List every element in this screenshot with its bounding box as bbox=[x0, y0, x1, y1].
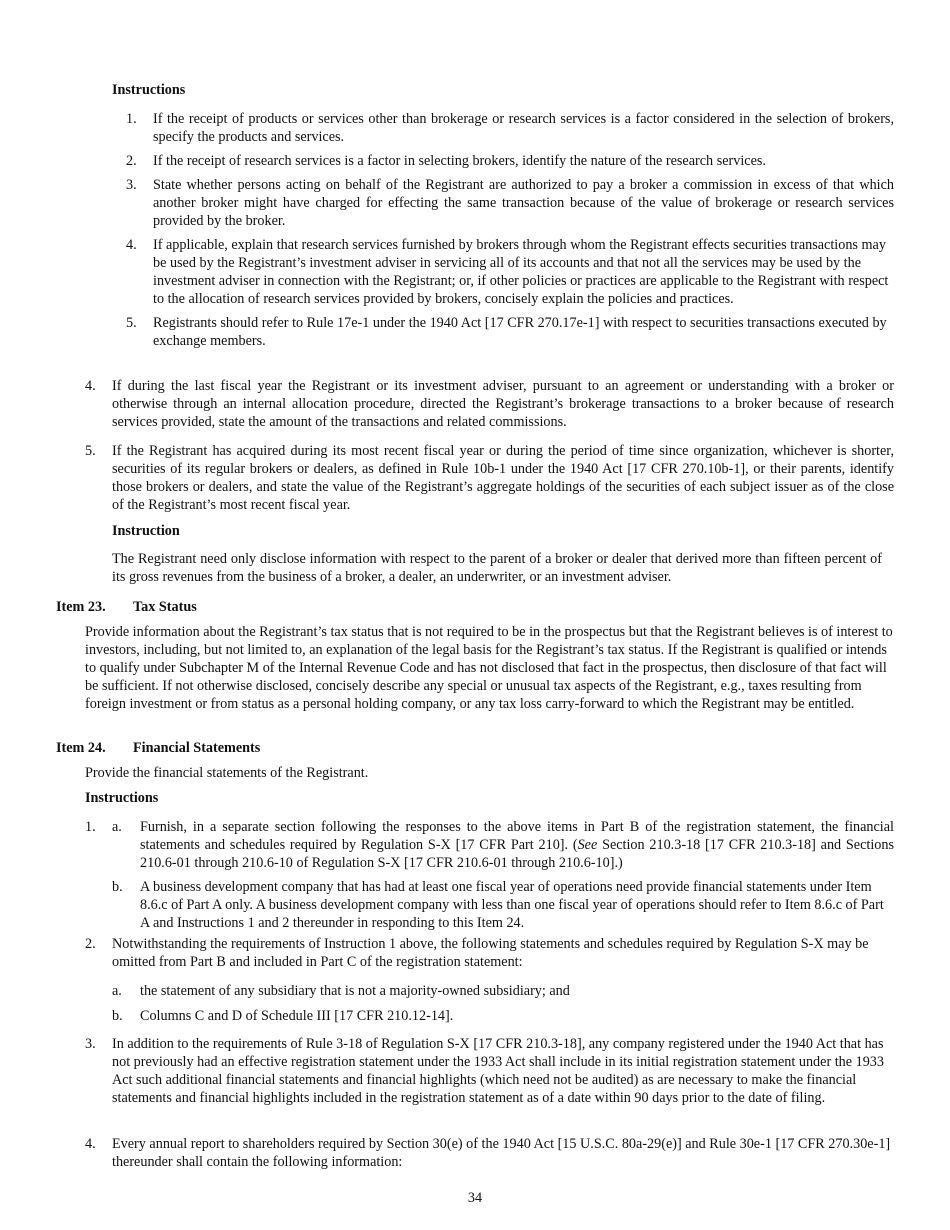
instruction-text: The Registrant need only disclose information with respect to the parent of a broker or dealer that derived more than fifteen percent of its gross revenues from the business of a broker, a dealer, an underwriter, or an investment adviser. bbox=[112, 551, 882, 585]
list-number: 4. bbox=[85, 378, 96, 394]
sub-instruction-list bbox=[112, 110, 894, 356]
sub-item-a bbox=[112, 982, 894, 1000]
financial-instruction-2 bbox=[85, 935, 894, 1025]
list-text: Every annual report to shareholders required by Section 30(e) of the 1940 Act [15 U.S.C. 80a-29(e)] and Rule 30e-1 [17 CFR 270.30e-1] thereunder shall contain the following information: bbox=[112, 1136, 891, 1170]
list-number: 1. bbox=[85, 819, 96, 835]
list-number: 3. bbox=[85, 1036, 96, 1052]
list-text: Notwithstanding the requirements of Instruction 1 above, the following statements and schedules required by Regulation S-X may be omitted from Part B and included in Part C of the registration statement: bbox=[112, 936, 869, 970]
financial-statements-text: Provide the financial statements of the Registrant. bbox=[85, 765, 369, 781]
item-23-heading bbox=[56, 598, 197, 616]
list-text: If the Registrant has acquired during its most recent fiscal year or during the period of time since organization, whichever is shorter, securities of its regular brokers or dealers, as defined in Rule 10b-1 under the 1940 Act [17 CFR 270.10b-1], or their parents, identify those brokers or dealers, and state the value of the Registrant’s aggregate holdings of the securities of each subject issuer as of the close of the Registrant’s most recent fiscal year. bbox=[112, 443, 894, 513]
list-item bbox=[112, 236, 894, 308]
list-text: Registrants should refer to Rule 17e-1 under the 1940 Act [17 CFR 270.17e-1] with respect to securities transactions executed by exchange members. bbox=[153, 315, 887, 349]
item-label: Item 23. bbox=[56, 599, 106, 615]
item-title: Financial Statements bbox=[133, 740, 261, 756]
item-5-paragraph bbox=[85, 442, 894, 514]
list-number: 1. bbox=[126, 111, 137, 127]
list-text: In addition to the requirements of Rule 3-18 of Regulation S-X [17 CFR 210.3-18], any company registered under the 1940 Act that has not previously had an effective registration statement under the 1933 Act shall include in its initial registration statement under the 1933 Act such additional financial statements and financial highlights (which need not be audited) as are necessary to make the financial statements and financial highlights included in the registration statement as of a date within 90 days prior to the date of filing. bbox=[112, 1036, 884, 1106]
list-text: If during the last fiscal year the Registrant or its investment adviser, pursuant to an agreement or understanding with a broker or otherwise through an internal allocation procedure, directed the Registrant’s brokerage transactions to a broker because of research services provided, state the amount of the transactions and related commissions. bbox=[112, 378, 894, 430]
sub-text: Furnish, in a separate section following the responses to the above items in Part B of the registration statement, the financial statements and schedules required by Regulation S-X [17 CFR Part 210]. ( bbox=[140, 819, 894, 853]
sub-item-a bbox=[112, 818, 894, 872]
item-24-heading bbox=[56, 739, 260, 757]
item-4-paragraph bbox=[85, 377, 894, 431]
list-item bbox=[112, 176, 894, 230]
list-number: 5. bbox=[85, 443, 96, 459]
item-title: Tax Status bbox=[133, 599, 197, 615]
financial-instruction-3 bbox=[85, 1035, 894, 1107]
list-text: State whether persons acting on behalf of the Registrant are authorized to pay a broker a commission in excess of that which another broker might have charged for effecting the same transaction because of the value of brokerage or research services provided by the broker. bbox=[153, 177, 894, 229]
sub-letter: b. bbox=[112, 1008, 123, 1024]
page-number: 34 bbox=[467, 1190, 483, 1206]
list-text: If the receipt of products or services other than brokerage or research services is a factor considered in the selection of brokers, specify the products and services. bbox=[153, 111, 894, 145]
sub-item-b bbox=[112, 1007, 894, 1025]
see-emphasis: See bbox=[577, 837, 598, 853]
financial-instruction-1 bbox=[85, 818, 894, 932]
list-text: If the receipt of research services is a factor in selecting brokers, identify the nature of the research services. bbox=[153, 153, 766, 169]
financial-instruction-4 bbox=[85, 1135, 894, 1171]
list-item bbox=[112, 314, 894, 350]
sub-letter: a. bbox=[112, 819, 122, 835]
instructions-heading: Instructions bbox=[112, 82, 186, 98]
sub-letter: b. bbox=[112, 879, 123, 895]
sub-text: Section 210.3-18 [17 CFR 210.3-18] and Sections 210.6-01 through 210.6-10 of Regulation S-X [17 CFR 210.6-01 through 210.6-10].) bbox=[140, 837, 894, 871]
sub-item-b bbox=[112, 878, 894, 932]
list-number: 4. bbox=[85, 1136, 96, 1152]
list-number: 2. bbox=[126, 153, 137, 169]
list-number: 3. bbox=[126, 177, 137, 193]
list-number: 4. bbox=[126, 237, 137, 253]
list-number: 5. bbox=[126, 315, 137, 331]
instructions-heading: Instructions bbox=[85, 790, 159, 806]
list-item bbox=[112, 110, 894, 146]
sub-text: the statement of any subsidiary that is not a majority-owned subsidiary; and bbox=[140, 983, 570, 999]
instruction-heading: Instruction bbox=[112, 523, 180, 539]
list-item bbox=[112, 152, 894, 170]
tax-status-text: Provide information about the Registrant’s tax status that is not required to be in the prospectus but that the Registrant believes is of interest to investors, including, but not limited to, an explanation of the legal basis for the Registrant’s tax status. If the Registrant is qualified or intends to qualify under Subchapter M of the Internal Revenue Code and has not disclosed that fact in the prospectus, then disclosure of that fact will be sufficient. If not otherwise disclosed, concisely describe any special or unusual tax aspects of the Registrant, e.g., taxes resulting from foreign investment or from status as a personal holding company, or any tax loss carry-forward to which the Registrant may be entitled. bbox=[85, 624, 893, 712]
sub-text: A business development company that has had at least one fiscal year of operations need provide financial statements under Item 8.6.c of Part A only. A business development company with less than one fiscal year of operations should refer to Item 8.6.c of Part A and Instructions 1 and 2 thereunder in responding to this Item 24. bbox=[140, 879, 884, 931]
list-text: If applicable, explain that research services furnished by brokers through whom the Registrant effects securities transactions may be used by the Registrant’s investment adviser in servicing all of its accounts and that not all the services may be used by the investment adviser in connection with the Registrant; or, if other policies or practices are applicable to the Registrant with respect to the allocation of research services provided by brokers, concisely explain the policies and practices. bbox=[153, 237, 889, 307]
list-number: 2. bbox=[85, 936, 96, 952]
sub-letter: a. bbox=[112, 983, 122, 999]
sub-text: Columns C and D of Schedule III [17 CFR 210.12-14]. bbox=[140, 1008, 454, 1024]
item-label: Item 24. bbox=[56, 740, 106, 756]
